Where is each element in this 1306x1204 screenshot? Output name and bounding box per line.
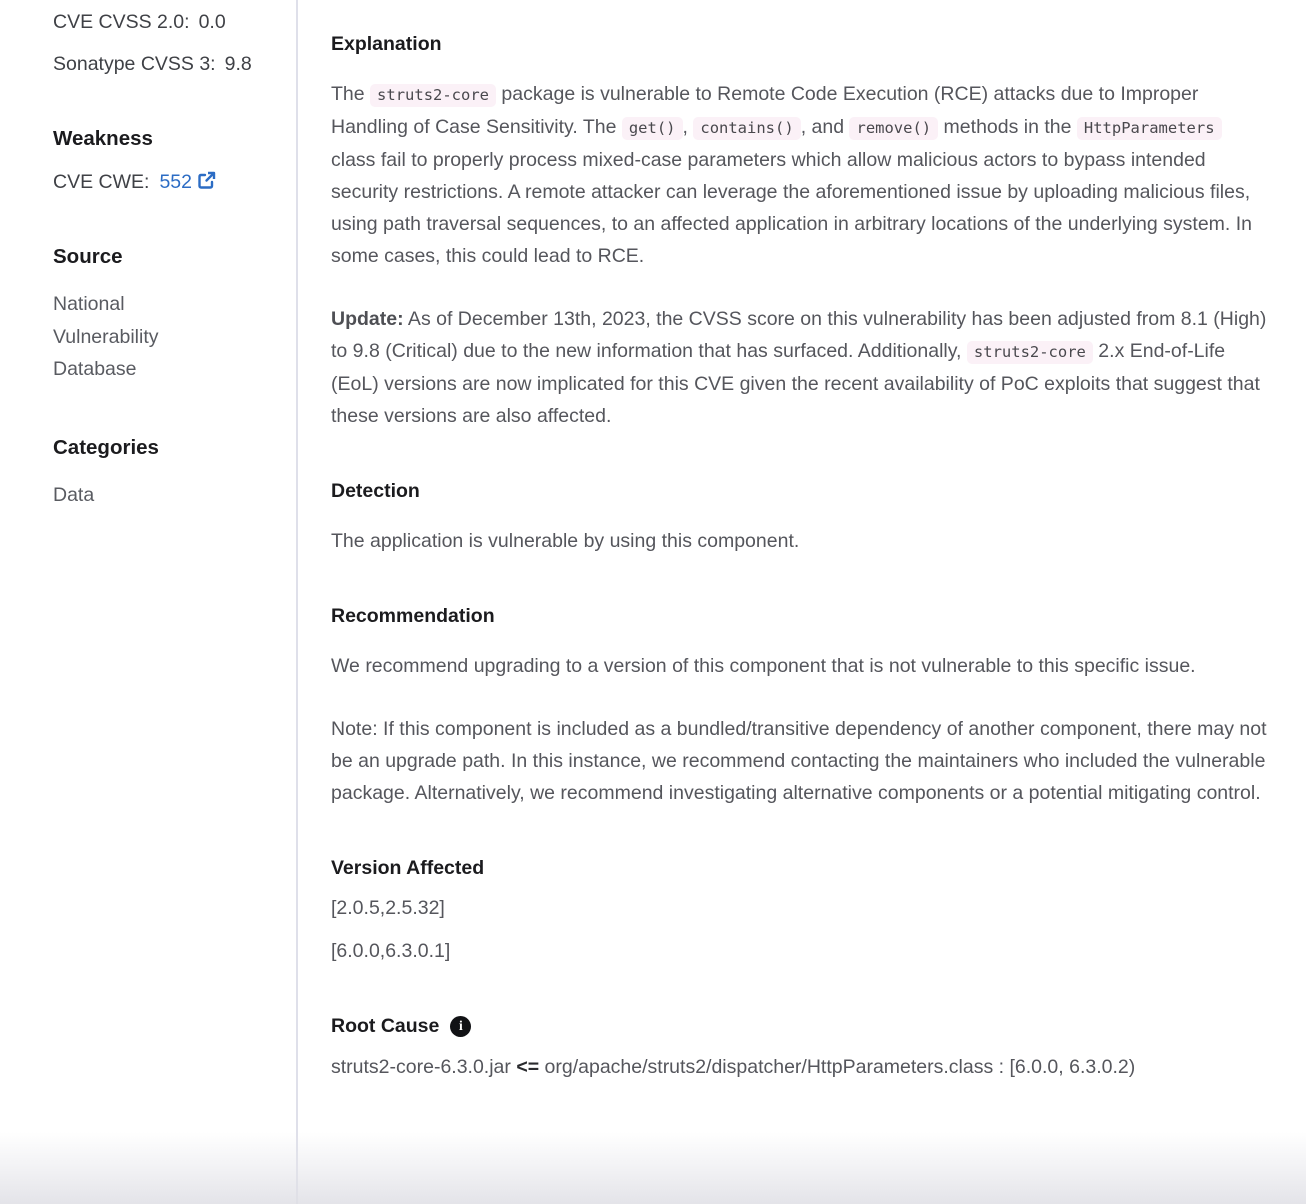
- recommendation-section: [331, 603, 1270, 809]
- recommendation-paragraph-1: We recommend upgrading to a version of this component that is not vulnerable to this specific issue.: [331, 655, 1196, 677]
- sonatype-cvss3-score-value: 9.8: [224, 53, 252, 75]
- source-heading: Source: [53, 245, 123, 268]
- version-affected-range-1: [2.0.5,2.5.32]: [331, 897, 445, 919]
- explanation-heading: Explanation: [331, 33, 442, 55]
- version-affected-section: [331, 855, 1270, 967]
- cvss2-score-row: [53, 10, 278, 35]
- inline-code: struts2-core: [370, 84, 496, 107]
- sonatype-cvss3-score-label: Sonatype CVSS 3:: [53, 53, 216, 75]
- sonatype-cvss3-score-row: [53, 52, 278, 77]
- cwe-row: [53, 170, 278, 195]
- root-cause-heading-row: [331, 1013, 1270, 1039]
- explanation-paragraph-2: Update: As of December 13th, 2023, the CVSS score on this vulnerability has been adjusted from 8.1 (High) to 9.8 (Critical) due to the new information that has surfaced. Additionally, struts2-core 2.x End-of-Life (EoL) versions are now implicated for this CVE given the recent availability of PoC exploits that suggest that these versions are also affected.: [331, 308, 1267, 427]
- detection-heading: Detection: [331, 480, 420, 502]
- version-affected-heading: Version Affected: [331, 857, 485, 879]
- root-cause-path: struts2-core-6.3.0.jar <= org/apache/struts2/dispatcher/HttpParameters.class : [6.0.0, 6.3.0.2): [331, 1056, 1136, 1078]
- external-link-icon[interactable]: [197, 171, 216, 196]
- inline-code: remove(): [849, 117, 938, 140]
- root-cause-heading: Root Cause: [331, 1015, 440, 1037]
- info-icon[interactable]: i: [450, 1016, 471, 1037]
- root-cause-section: [331, 1013, 1270, 1083]
- cvss2-score-label: CVE CVSS 2.0:: [53, 11, 190, 33]
- recommendation-paragraph-2: Note: If this component is included as a bundled/transitive dependency of another component, there may not be an upgrade path. In this instance, we recommend contacting the maintainers who included the vulnerable package. Alternatively, we recommend investigating alternative components or a potential mitigating control.: [331, 718, 1267, 804]
- inline-code: struts2-core: [967, 341, 1093, 364]
- inline-code: get(): [622, 117, 683, 140]
- cwe-label: CVE CWE:: [53, 171, 150, 193]
- version-affected-range-2: [6.0.0,6.3.0.1]: [331, 940, 451, 962]
- explanation-paragraph-1: The struts2-core package is vulnerable to Remote Code Execution (RCE) attacks due to Improper Handling of Case Sensitivity. The get() , contains() , and remove() methods in the HttpParameters class fail to properly process mixed-case parameters which allow malicious actors to bypass intended security restrictions. A remote attacker can leverage the aforementioned issue by uploading malicious files, using path traversal sequences, to an affected application in arbitrary locations of the underlying system. In some cases, this could lead to RCE.: [331, 83, 1253, 267]
- weakness-heading: Weakness: [53, 127, 153, 150]
- detection-section: [331, 478, 1270, 557]
- categories-heading: Categories: [53, 435, 159, 459]
- inline-code: contains(): [693, 117, 800, 140]
- detection-paragraph: The application is vulnerable by using this component.: [331, 530, 800, 552]
- cwe-link[interactable]: 552: [159, 171, 192, 193]
- sidebar: [0, 0, 298, 1204]
- bold-text: Update:: [331, 308, 404, 330]
- bold-text: <=: [516, 1056, 540, 1078]
- categories-value: Data: [53, 483, 95, 506]
- inline-code: HttpParameters: [1077, 117, 1222, 140]
- vulnerability-detail-content: [298, 0, 1306, 1204]
- cvss2-score-value: 0.0: [198, 11, 226, 33]
- recommendation-heading: Recommendation: [331, 605, 495, 627]
- explanation-section: [331, 31, 1270, 432]
- source-value: National Vulnerability Database: [53, 293, 159, 380]
